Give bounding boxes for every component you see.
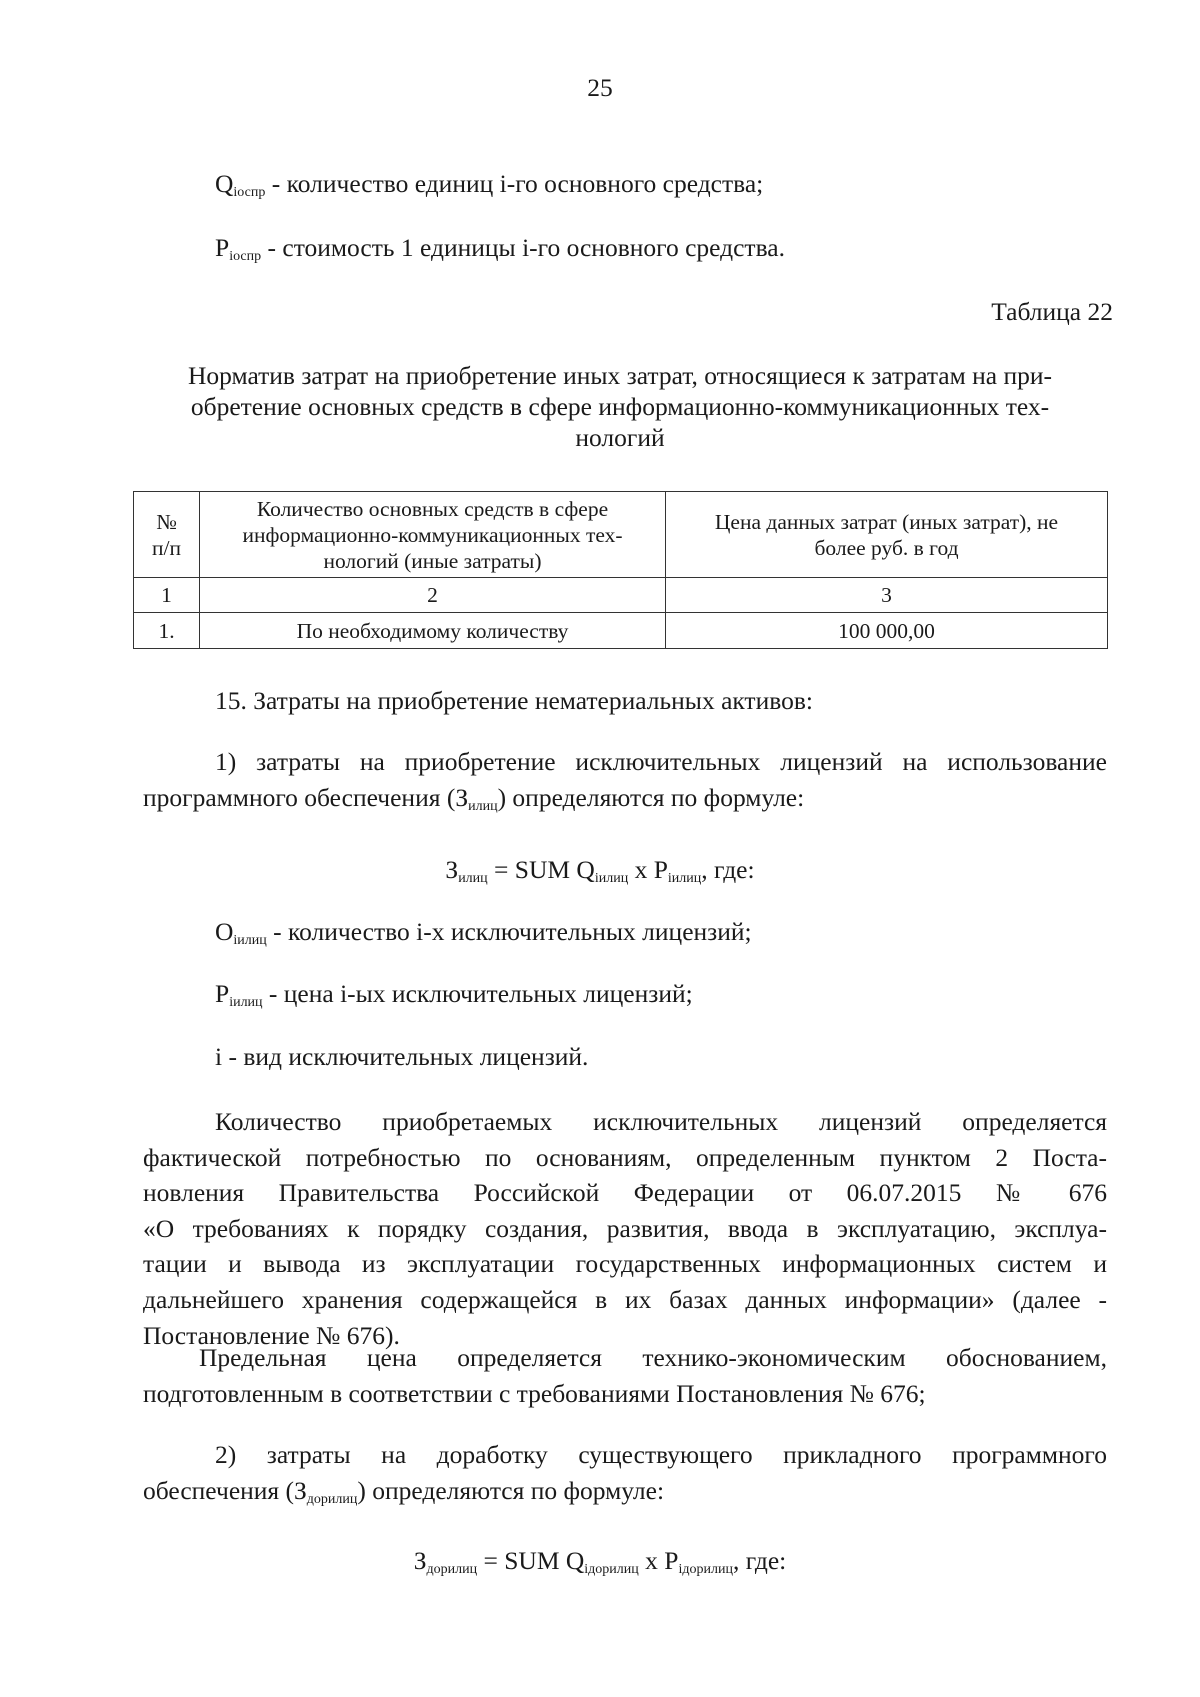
header-line: нологий (иные затраты) — [323, 548, 542, 573]
definition-text: - стоимость 1 единицы i-го основного средства. — [261, 233, 785, 262]
paragraph-line: тации и вывода из эксплуатации государственных информационных систем и — [143, 1249, 1107, 1279]
definition-text: - количество единиц i-го основного средства; — [265, 169, 764, 198]
definition-q-iospr — [215, 166, 763, 202]
formula-1 — [0, 852, 1200, 888]
symbol: О — [215, 917, 234, 946]
formula-symbol: З — [445, 855, 459, 884]
paragraph-line: подготовленным в соответствии с требованиями Постановления № 676; — [143, 1378, 926, 1408]
table-header-row — [134, 492, 1108, 578]
subscript: iдорилиц — [584, 1562, 639, 1577]
table-cell: 1 — [134, 578, 200, 613]
formula-text: x P — [628, 855, 668, 884]
header-line: более руб. в год — [814, 535, 959, 560]
table-title-line: нологий — [575, 423, 665, 452]
table-cell: 2 — [200, 578, 666, 613]
header-number — [134, 492, 200, 578]
header-line: п/п — [152, 535, 181, 560]
table-cell: По необходимому количеству — [200, 613, 666, 649]
paragraph-line: новления Правительства Российской Федерации от 06.07.2015 № 676 — [143, 1178, 1107, 1208]
header-line: № — [156, 509, 177, 534]
symbol: P — [215, 233, 230, 262]
table-title-line: обретение основных средств в сфере информационно-коммуникационных тех- — [190, 392, 1050, 421]
header-price — [666, 492, 1108, 578]
table-label: Таблица 22 — [991, 297, 1113, 326]
definition-i: i - вид исключительных лицензий. — [215, 1042, 589, 1071]
table-cell: 3 — [666, 578, 1108, 613]
table-title — [120, 360, 1120, 453]
formula-2 — [0, 1543, 1200, 1579]
formula-text: , где: — [732, 1546, 787, 1575]
table-numbering-row — [134, 578, 1108, 613]
header-line: Цена данных затрат (иных затрат), не — [714, 509, 1059, 534]
subscript: дорилиц — [426, 1562, 478, 1577]
paragraph-line: 2) затраты на доработку существующего прикладного программного — [215, 1440, 1107, 1469]
subscript: iоспр — [233, 185, 266, 200]
text-span: ) определяются по формуле: — [357, 1476, 665, 1505]
item-1-paragraph — [143, 744, 1107, 816]
subscript: илиц — [458, 871, 488, 886]
subscript: дорилиц — [306, 1492, 358, 1507]
text-span: программного обеспечения (З — [143, 783, 469, 812]
subscript: iилиц — [229, 995, 263, 1010]
paragraph-count — [143, 1104, 1107, 1353]
item-2-paragraph — [143, 1437, 1107, 1509]
definition-q-ilic — [215, 914, 752, 950]
definition-text: - количество i-х исключительных лицензий; — [266, 917, 752, 946]
text-span: ) определяются по формуле: — [497, 783, 805, 812]
header-line: информационно-коммуникационных тех- — [242, 522, 623, 547]
definition-p-iospr — [215, 230, 785, 266]
page-number: 25 — [587, 73, 613, 102]
section-heading: 15. Затраты на приобретение нематериальных активов: — [215, 686, 813, 715]
header-quantity — [200, 492, 666, 578]
symbol: Q — [215, 169, 234, 198]
definition-text: - цена i-ых исключительных лицензий; — [262, 979, 693, 1008]
formula-text: = SUM Q — [477, 1546, 585, 1575]
subscript: илиц — [468, 799, 498, 814]
table-title-line: Норматив затрат на приобретение иных затрат, относящиеся к затратам на при- — [187, 361, 1053, 390]
formula-text: = SUM Q — [487, 855, 595, 884]
paragraph-line: Предельная цена определяется технико-экономическим обоснованием, — [199, 1343, 1107, 1372]
definition-p-ilic — [215, 976, 693, 1012]
paragraph-line: «О требованиях к порядку создания, развития, ввода в эксплуатацию, эксплуа- — [143, 1213, 1107, 1243]
text-span: обеспечения (З — [143, 1476, 307, 1505]
table-cell: 1. — [134, 613, 200, 649]
subscript: iдорилиц — [678, 1562, 733, 1577]
paragraph-line: дальнейшего хранения содержащейся в их базах данных информации» (далее - — [143, 1284, 1107, 1314]
paragraph-line — [143, 780, 1107, 816]
table-cell: 100 000,00 — [666, 613, 1108, 649]
subscript: iилиц — [594, 871, 629, 886]
paragraph-line: фактической потребностью по основаниям, определенным пунктом 2 Поста- — [143, 1142, 1107, 1172]
table-row — [134, 613, 1108, 649]
formula-text: x P — [638, 1546, 679, 1575]
subscript: iилиц — [233, 933, 267, 948]
symbol: P — [215, 979, 230, 1008]
subscript: iоспр — [229, 249, 262, 264]
formula-text: , где: — [701, 855, 755, 884]
formula-symbol: З — [413, 1546, 427, 1575]
subscript: iилиц — [667, 871, 702, 886]
paragraph-line: 1) затраты на приобретение исключительных лицензий на использование — [215, 747, 1107, 776]
header-line: Количество основных средств в сфере — [256, 496, 609, 521]
cost-norm-table — [133, 491, 1108, 649]
paragraph-line: Количество приобретаемых исключительных лицензий определяется — [215, 1107, 1107, 1136]
paragraph-line — [143, 1473, 1107, 1509]
paragraph-price — [143, 1340, 1107, 1411]
paragraph-line: Постановление № 676). — [143, 1320, 400, 1350]
